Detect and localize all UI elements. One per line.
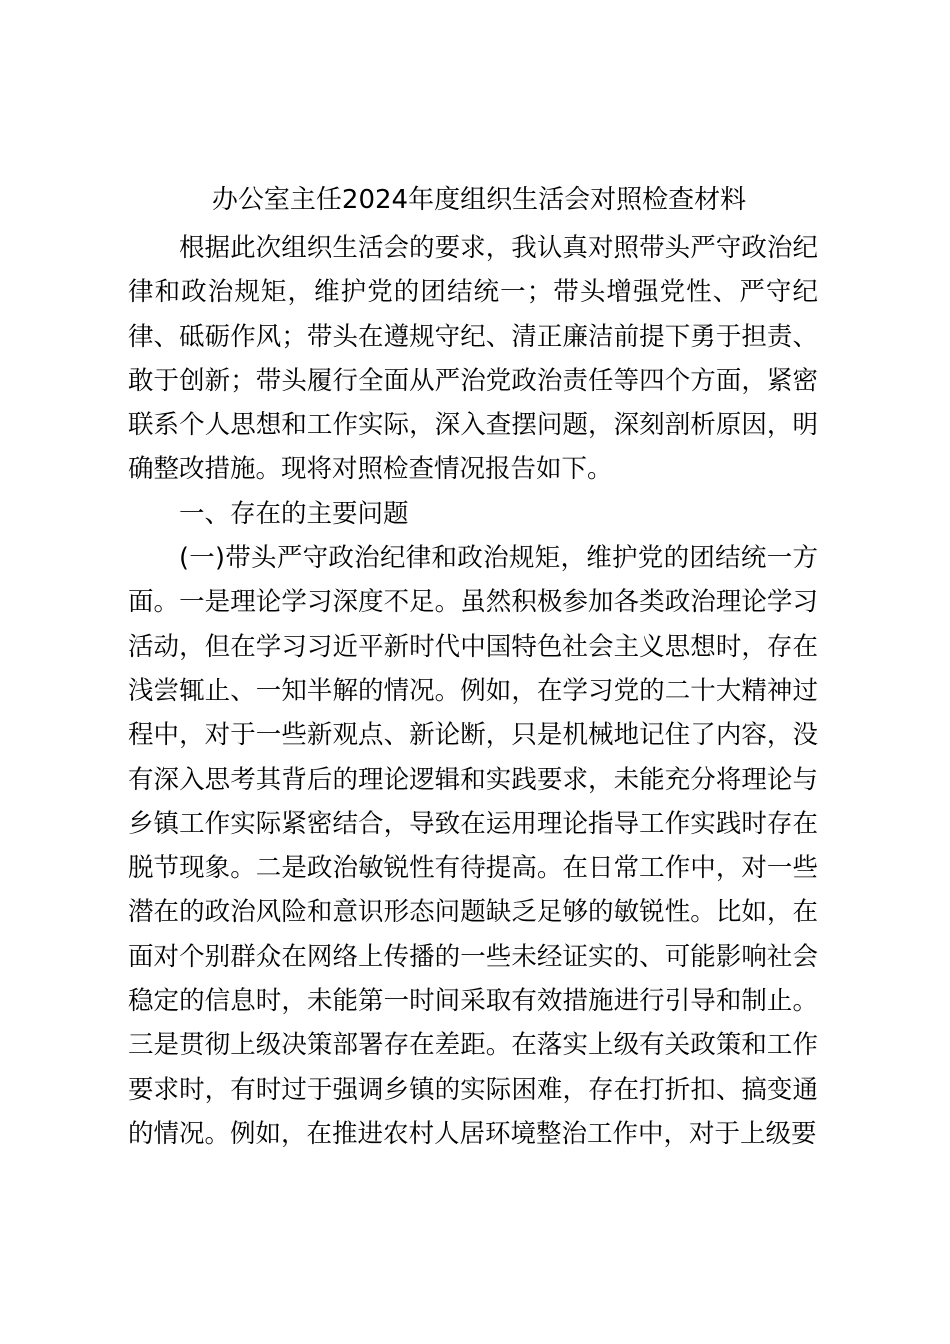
intro-paragraph: 根据此次组织生活会的要求，我认真对照带头严守政治纪律和政治规矩，维护党的团结统一；带头增强党性、严守纪律、砥砺作风；带头在遵规守纪、清正廉洁前提下勇于担责、敢于创新；带头履行全面从严治党政治责任等四个方面，紧密联系个人思想和工作实际，深入查摆问题，深刻剖析原因，明确整改措施。现将对照检查情况报告如下。: [128, 233, 818, 485]
document-title: 办公室主任2024年度组织生活会对照检查材料: [211, 185, 747, 215]
section-paragraph: (一)带头严守政治纪律和政治规矩，维护党的团结统一方面。一是理论学习深度不足。虽然积极参加各类政治理论学习活动，但在学习习近平新时代中国特色社会主义思想时，存在浅尝辄止、一知半解的情况。例如，在学习党的二十大精神过程中，对于一些新观点、新论断，只是机械地记住了内容，没有深入思考其背后的理论逻辑和实践要求，未能充分将理论与乡镇工作实际紧密结合，导致在运用理论指导工作实践时存在脱节现象。二是政治敏锐性有待提高。在日常工作中，对一些潜在的政治风险和意识形态问题缺乏足够的敏锐性。比如，在面对个别群众在网络上传播的一些未经证实的、可能影响社会稳定的信息时，未能第一时间采取有效措施进行引导和制止。三是贯彻上级决策部署存在差距。在落实上级有关政策和工作要求时，有时过于强调乡镇的实际困难，存在打折扣、搞变通的情况。例如，在推进农村人居环境整治工作中，对于上级要: [128, 543, 818, 1149]
document-body: [128, 226, 818, 1156]
section-heading: 一、存在的主要问题: [179, 498, 409, 529]
